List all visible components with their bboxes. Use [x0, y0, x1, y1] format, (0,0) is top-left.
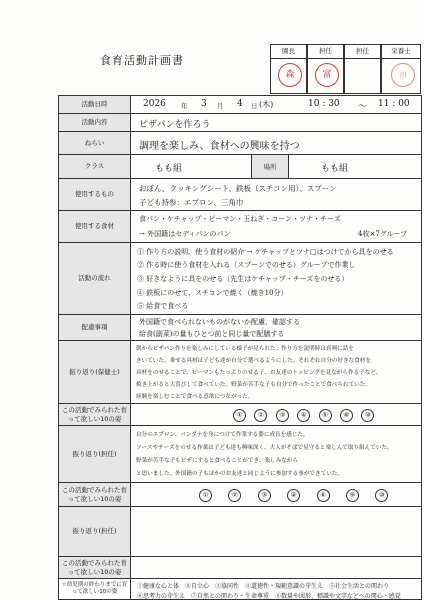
row-aim: [58, 131, 422, 154]
row-activity: [58, 113, 422, 131]
row-class: [58, 154, 422, 178]
flow-step: ③ 好きなように具をのせる（先生はケチャップ・チーズをのせる）: [137, 275, 349, 283]
growth-item: ⑩: [361, 409, 374, 422]
row-label: 配慮事項: [59, 315, 131, 340]
approval-header: 担任: [345, 45, 380, 59]
date-day-unit: 日: [251, 102, 258, 110]
approval-header: 担任: [308, 45, 343, 59]
approval-box-principal: [270, 44, 307, 94]
growth-item: ③: [276, 409, 289, 422]
row-date: [58, 95, 422, 113]
row-label: 活動日時: [59, 96, 131, 113]
approval-box-nutritionist: [381, 44, 421, 94]
row-equipment: [58, 178, 422, 210]
reflection-line: 経験を楽しむことで食べる意欲につながった。: [136, 394, 254, 400]
growth-item: ③: [258, 489, 271, 502]
growth-item: ⑩: [375, 489, 388, 502]
date-month: 3: [201, 99, 207, 109]
row-label: この活動でみられた育って欲しい10の姿: [59, 483, 131, 506]
row-growth-1: [58, 403, 422, 425]
row-growth-3: [58, 556, 422, 578]
document-title: 食育活動計画書: [100, 54, 184, 67]
reflection-line: 焼き上がると大喜びして食べていた。野菜が苦手な子も自分で作ったことで食べられていた。: [136, 382, 371, 388]
growth-circles-1: [233, 409, 380, 422]
growth-item: ①: [199, 489, 212, 502]
row-label: 使用するもの: [59, 179, 131, 210]
row-label: 振り返り(担任): [59, 507, 131, 556]
row-label: 活動内容: [59, 114, 131, 131]
ingredients-line-2: → 外国籍はセディパンのパン: [139, 230, 231, 238]
row-flow: [58, 242, 422, 314]
flow-step: ② 作る時に使う食材を入れる（スプーンでのせる）グループで作業し: [137, 261, 356, 269]
growth-item: ⑤: [319, 409, 332, 422]
reflection-line: 野菜が苦手な子もピザにすると食べることができ、楽しみながら: [136, 458, 298, 464]
notes-line: 外国籍で食べられないものがないか配慮、確認する: [139, 318, 300, 326]
date-weekday: (木): [259, 100, 274, 109]
flow-step: ① 作り方の説明、使う食材の紹介 → ケチャップとツナ□はつけてから具をのせる: [137, 248, 394, 256]
date-day: 4: [237, 99, 243, 109]
growth-item: ⑥: [317, 489, 330, 502]
growth-item: ④: [287, 489, 300, 502]
row-reflection-health: [58, 340, 422, 403]
approval-box-teacher-2: [344, 44, 381, 94]
approval-seal: 川: [391, 63, 415, 87]
approval-box-teacher-1: [307, 44, 344, 94]
growth-item: ①: [233, 409, 246, 422]
notes-line: 給食(副菜)の量もひとつ前と同じ量で配膳する: [139, 330, 285, 338]
aim-value: 調理を楽しみ、食材への興味を持つ: [139, 141, 300, 152]
row-growth-2: [58, 482, 422, 506]
place-value: もも組: [321, 164, 349, 174]
approval-header: 栄養士: [382, 45, 420, 59]
row-label: 活動の流れ: [59, 243, 131, 314]
equipment-line-2: 子ども持参：エプロン、三角巾: [139, 198, 244, 207]
approval-header: 園長: [271, 45, 306, 59]
reflection-line: 自分のエプロン、バンダナを身につけて作業する姿に成長を感じた。: [136, 432, 309, 438]
reflection-line: 具材をのせることで、ピーマンもたっぷりのせる子、お友達のトッピングを見ながら作る子など、: [136, 370, 382, 376]
row-label: この活動でみられた育って欲しい10の姿: [59, 557, 131, 578]
growth-circles-2: [199, 489, 402, 502]
date-year-unit: 年: [181, 102, 188, 110]
row-reflection-teacher-2: [58, 506, 422, 556]
class-value: もも組: [155, 164, 183, 174]
reflection-line: ソースやチーズをのせる作業は子ども達も興味深く、大人がそばで見守ると楽しんで取り組んでいた。: [136, 445, 393, 451]
date-month-unit: 月: [217, 102, 224, 110]
row-label: ねらい: [59, 132, 131, 154]
growth-item: ②: [254, 409, 267, 422]
footer-line-1: ①健康な心と体 ②自立心 ③協同性 ④道徳性・規範意識の芽生え ⑤社会生活との関わり: [137, 583, 390, 590]
place-label: 場所: [251, 155, 289, 178]
approval-seal: 富: [315, 63, 339, 87]
footer-label: ☆幼児期の終わりまでに育って欲しい10の姿: [59, 579, 131, 599]
footer-line-2: ⑥思考力の芽生え ⑦自然との関わり・生命尊重 ⑧数量や図形、標識や文字などへの関心・感覚: [137, 593, 401, 600]
growth-item: ④: [297, 409, 310, 422]
row-reflection-teacher-1: [58, 425, 422, 482]
reflection-line: と思いました。外国籍の子もほかのお友達と同じように参加する事ができていた。: [136, 471, 343, 477]
row-label: この活動でみられた育って欲しい10の姿: [59, 404, 131, 425]
time-start: 10 : 30: [308, 99, 340, 109]
flow-step: ⑤ 給食で食べる: [137, 302, 189, 310]
ingredients-line-1: 食パン・ケチャップ・ピーマン・玉ねぎ・コーン・ツナ・チーズ: [139, 215, 341, 223]
growth-item: ②: [228, 489, 241, 502]
date-year: 2026: [143, 99, 166, 109]
time-end: 11 : 00: [378, 99, 410, 109]
equipment-line-1: おぼん、クッキングシート、鉄板（スチコン用）、スプーン: [139, 184, 337, 193]
row-label: クラス: [59, 155, 131, 178]
time-tilde: 〜: [358, 102, 368, 112]
row-notes: [58, 314, 422, 340]
growth-item: ⑧: [340, 409, 353, 422]
reflection-line: 朝からピザパン作りを楽しみにしている様子が見られた。作り方を説明時は真剣に話を: [136, 346, 354, 352]
reflection-line: きいていた。乗せる具材は子ども達が自分で選べるようにした。それぞれ自分の好きな食材を: [136, 358, 371, 364]
row-label: 振り返り(保健士): [59, 341, 131, 403]
activity-value: ピザパンを作ろう: [139, 120, 211, 130]
row-label: 振り返り(担任): [59, 426, 131, 482]
row-ingredients: [58, 210, 422, 242]
row-footer-legend: [58, 578, 422, 600]
ingredients-note: 4枚×7グループ: [358, 230, 408, 238]
flow-step: ④ 鉄板にのせて、スチコンで焼く（焼き10分）: [137, 289, 288, 297]
row-label: 使用する食材: [59, 211, 131, 242]
growth-item: ⑨: [346, 489, 359, 502]
approval-seal: 森: [278, 63, 302, 87]
